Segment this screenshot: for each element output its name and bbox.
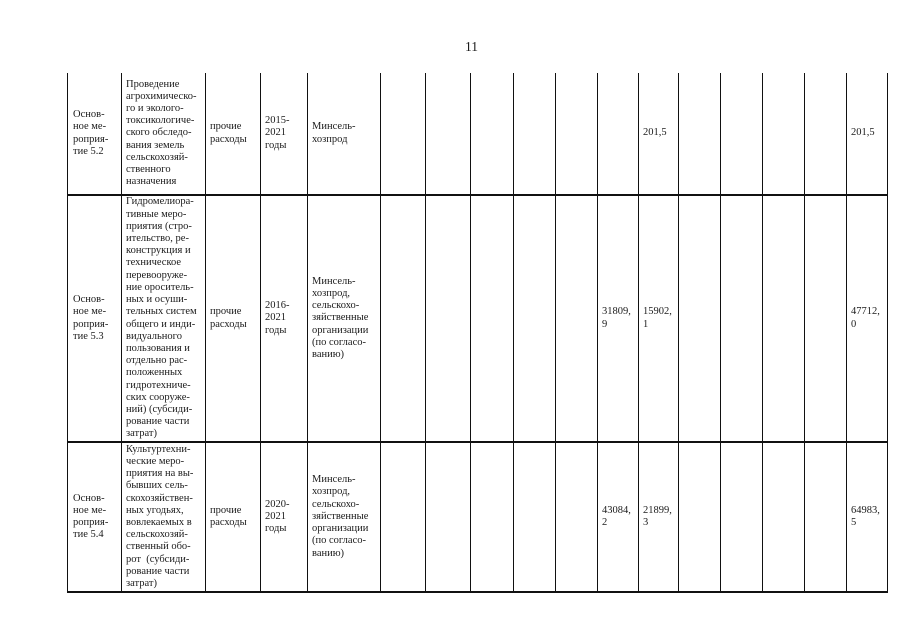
expense-type-cell: прочие расходы [206, 443, 261, 593]
amount-cell [556, 73, 598, 196]
amount-cell [805, 196, 847, 443]
activity-cell: Основ- ное ме- роприя- тие 5.4 [68, 443, 122, 593]
amount-cell: 15902, 1 [639, 196, 679, 443]
total-cell: 47712, 0 [847, 196, 888, 443]
page-number: 11 [465, 39, 478, 54]
amount-cell [556, 196, 598, 443]
amount-cell [381, 196, 426, 443]
period-cell: 2016- 2021 годы [261, 196, 308, 443]
amount-cell [805, 73, 847, 196]
amount-cell: 31809, 9 [598, 196, 639, 443]
amount-cell [763, 73, 805, 196]
description-cell: Гидромелиора- тивные меро- приятия (стро- ительство, ре- конструкция и техническое перевооруже- ние ороситель- ных и осуши- тельных систем общего и инди- видуального пользования и отдельно рас- положенных гидротехниче- ских сооруже- ний) (субсиди- рование части затрат) [122, 196, 206, 443]
executor-cell: Минсель- хозпрод [308, 73, 381, 196]
amount-cell [679, 73, 721, 196]
amount-cell [763, 196, 805, 443]
total-cell: 64983, 5 [847, 443, 888, 593]
amount-cell [805, 443, 847, 593]
total-cell: 201,5 [847, 73, 888, 196]
amount-cell [471, 73, 514, 196]
amount-cell [381, 73, 426, 196]
description-cell: Проведение агрохимическо- го и эколого- токсикологиче- ского обследо- вания земель сельскохозяй- ственного назначения [122, 73, 206, 196]
amount-cell [426, 73, 471, 196]
executor-cell: Минсель- хозпрод, сельскохо- зяйственные организации (по согласо- ванию) [308, 196, 381, 443]
executor-cell: Минсель- хозпрод, сельскохо- зяйственные организации (по согласо- ванию) [308, 443, 381, 593]
amount-cell [514, 196, 556, 443]
amount-cell [721, 443, 763, 593]
amount-cell [721, 73, 763, 196]
activity-cell: Основ- ное ме- роприя- тие 5.3 [68, 196, 122, 443]
description-cell: Культуртехни- ческие меро- приятия на вы- бывших сель- скохозяйствен- ных угодьях, вовлекаемых в сельскохозяй- ственный обо- рот (субсиди- рование части затрат) [122, 443, 206, 593]
amount-cell [471, 443, 514, 593]
amount-cell [514, 73, 556, 196]
amount-cell: 201,5 [639, 73, 679, 196]
amount-cell [679, 443, 721, 593]
activities-table [67, 73, 888, 593]
amount-cell [763, 443, 805, 593]
amount-cell [556, 443, 598, 593]
amount-cell [679, 196, 721, 443]
amount-cell [471, 196, 514, 443]
amount-cell [721, 196, 763, 443]
amount-cell [426, 443, 471, 593]
amount-cell [598, 73, 639, 196]
expense-type-cell: прочие расходы [206, 196, 261, 443]
activity-cell: Основ- ное ме- роприя- тие 5.2 [68, 73, 122, 196]
period-cell: 2015- 2021 годы [261, 73, 308, 196]
period-cell: 2020- 2021 годы [261, 443, 308, 593]
amount-cell: 21899, 3 [639, 443, 679, 593]
amount-cell [426, 196, 471, 443]
amount-cell [381, 443, 426, 593]
amount-cell: 43084, 2 [598, 443, 639, 593]
amount-cell [514, 443, 556, 593]
expense-type-cell: прочие расходы [206, 73, 261, 196]
